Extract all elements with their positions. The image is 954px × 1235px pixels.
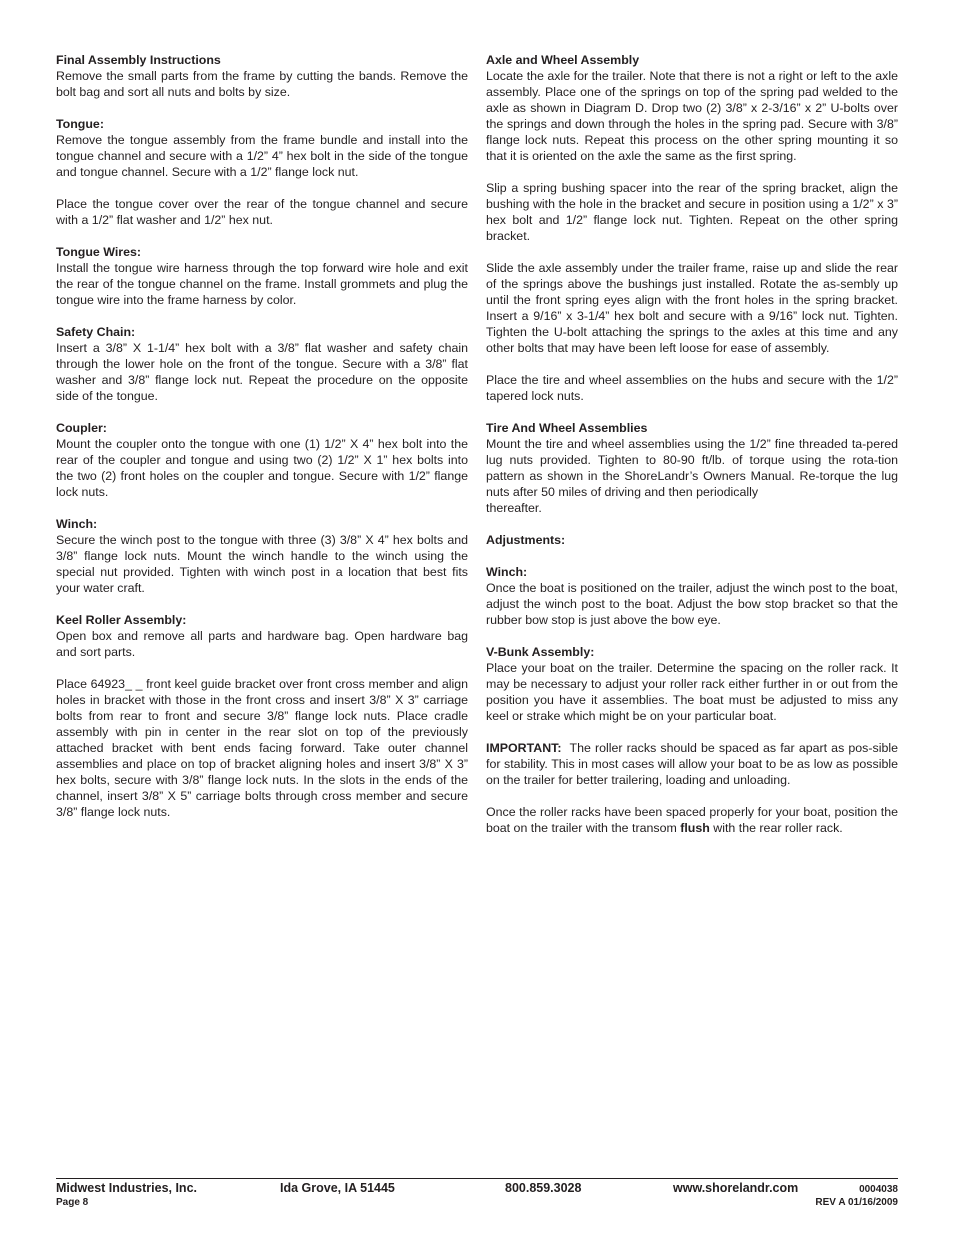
important-label: IMPORTANT:	[486, 741, 562, 755]
final-text-end: with the rear roller rack.	[709, 821, 843, 835]
section-coupler	[56, 420, 468, 500]
footer-city: Ida Grove, IA 51445	[280, 1181, 395, 1195]
section-tire-wheel	[486, 420, 898, 516]
section-paragraph: Mount the coupler onto the tongue with one (1) 1/2” X 4” hex bolt into the rear of the coupler and tongue and using two (2) 1/2” X 1” hex bolts into the two (2) front holes on the coupler and tongue. Secure with 1/2” flange lock nuts.	[56, 437, 468, 499]
footer-page-number: Page 8	[56, 1197, 89, 1208]
important-paragraph	[486, 740, 898, 788]
important-text: The roller racks should be spaced as far apart as pos-sible for stability. This in most cases will allow your boat to be as low as possible on the trailer for better trailering, loading and unloading.	[486, 741, 898, 787]
footer-divider	[56, 1178, 898, 1179]
section-tongue-wires	[56, 244, 468, 308]
section-tongue	[56, 116, 468, 228]
section-paragraph: Locate the axle for the trailer. Note that there is not a right or left to the axle assembly. Place one of the springs on top of the spring pad welded to the axle as shown in Diagram D. Drop two (2) 3/8” x 2-3/16” x 2” U-bolts over the springs and down through the holes in the spring pad. Secure with 3/8” flange lock nuts. Repeat this process on the other spring mounting it so that it is oriented on the axle the same as the first spring.	[486, 69, 898, 163]
footer-revision: REV A 01/16/2009	[815, 1197, 898, 1208]
section-paragraph: Place your boat on the trailer. Determine the spacing on the roller rack. It may be necessary to adjust your roller rack either further in or out from the position you have it assemblies. The boat must be adjusted to miss any keel or strake which might be on your particular boat.	[486, 661, 898, 723]
final-text-start: Once the roller racks have been spaced properly for your boat, position the boat on the trailer with the transom	[486, 805, 898, 835]
section-winch	[56, 516, 468, 596]
section-heading: V-Bunk Assembly:	[486, 645, 595, 659]
section-paragraph: Place the tongue cover over the rear of the tongue channel and secure with a 1/2” flat washer and 1/2” hex nut.	[56, 197, 468, 227]
footer-company: Midwest Industries, Inc.	[56, 1181, 197, 1195]
right-column	[486, 52, 898, 852]
section-heading: Final Assembly Instructions	[56, 53, 221, 67]
footer-phone: 800.859.3028	[505, 1181, 582, 1195]
section-paragraph: Secure the winch post to the tongue with three (3) 3/8” X 4” hex bolts and 3/8” flange lock nuts. Mount the winch handle to the winch using the special nut provided. Tighten with winch post in a location that best fits your water craft.	[56, 533, 468, 595]
section-paragraph: Mount the tire and wheel assemblies using the 1/2” fine threaded ta-pered lug nuts provided. Tighten to 80-90 ft/lb. of torque using the rota-tion pattern as shown in the ShoreLandr’s Owners Manual. Re-torque the lug nuts after 50 miles of driving and then periodically	[486, 437, 898, 499]
section-paragraph: Place 64923_ _ front keel guide bracket over front cross member and align holes in bracket with those in the front cross and insert 3/8” X 3” carriage bolts from rear to front and secure 3/8” flange lock nuts. Place cradle assembly with pin in center in the rear slot on top of the previously attached bracket with bent ends facing forward. Take outer channel assemblies and place on top of bracket aligning holes and insert 3/8” X 3” hex bolts, secure with 3/8” flange lock nuts. In the slots in the ends of the channel, insert 3/8” X 5” carriage bolts through cross member and secure 3/8” flange lock nuts.	[56, 677, 468, 819]
subsection-heading-winch: Winch:	[486, 565, 528, 579]
section-final-assembly	[56, 52, 468, 100]
section-safety-chain	[56, 324, 468, 404]
left-column	[56, 52, 468, 836]
section-paragraph: Once the boat is positioned on the trailer, adjust the winch post to the boat, adjust the winch post to the boat. Adjust the bow stop bracket so that the rubber bow stop is just above the bow eye.	[486, 581, 898, 627]
section-paragraph: Install the tongue wire harness through the top forward wire hole and exit the rear of the tongue channel on the frame. Install grommets and plug the tongue wire into the frame harness by color.	[56, 261, 468, 307]
section-heading: Axle and Wheel Assembly	[486, 53, 640, 67]
section-adjustments	[486, 532, 898, 628]
section-heading: Keel Roller Assembly:	[56, 613, 187, 627]
section-paragraph: Slide the axle assembly under the trailer frame, raise up and slide the rear of the springs above the bushings just installed. Rotate the as-sembly up until the front spring eyes align with the front holes in the spring bracket. Insert a 9/16” x 3-1/4” hex bolt and secure with a 9/16” lock nut. Tighten. Tighten the U-bolt attaching the springs to the axles at this time and any other bolts that may have been left loose for ease of assembly.	[486, 261, 898, 355]
final-text-bold: flush	[680, 821, 710, 835]
footer-website[interactable]: www.shorelandr.com	[673, 1181, 799, 1195]
section-paragraph: Slip a spring bushing spacer into the rear of the spring bracket, align the bushing with the hole in the bracket and secure in position using a 1/2” x 3” hex bolt and 1/2” flange lock nut. Tighten. Repeat on the other spring bracket.	[486, 181, 898, 243]
section-paragraph: Insert a 3/8” X 1-1/4” hex bolt with a 3/8” flat washer and safety chain through the lower hole on the front of the tongue. Secure with a 3/8” flat washer and 3/8” flange lock nut. Repeat the procedure on the opposite side of the tongue.	[56, 341, 468, 403]
final-paragraph	[486, 804, 898, 836]
section-heading: Safety Chain:	[56, 325, 136, 339]
section-v-bunk	[486, 644, 898, 836]
section-paragraph: thereafter.	[486, 501, 542, 515]
section-heading: Tongue:	[56, 117, 104, 131]
section-keel-roller	[56, 612, 468, 820]
section-heading: Tongue Wires:	[56, 245, 142, 259]
section-heading: Winch:	[56, 517, 98, 531]
section-axle-wheel	[486, 52, 898, 404]
section-heading: Adjustments:	[486, 533, 566, 547]
section-paragraph: Remove the small parts from the frame by cutting the bands. Remove the bolt bag and sort all nuts and bolts by size.	[56, 69, 468, 99]
section-paragraph: Remove the tongue assembly from the frame bundle and install into the tongue channel and secure with a 1/2” 4” hex bolt in the side of the tongue and tongue channel. Secure with a 1/2” flange lock nut.	[56, 133, 468, 179]
footer-doc-number: 0004038	[859, 1184, 898, 1195]
section-paragraph: Open box and remove all parts and hardware bag. Open hardware bag and sort parts.	[56, 629, 468, 659]
section-paragraph: Place the tire and wheel assemblies on the hubs and secure with the 1/2” tapered lock nuts.	[486, 373, 898, 403]
section-heading: Coupler:	[56, 421, 107, 435]
section-heading: Tire And Wheel Assemblies	[486, 421, 648, 435]
